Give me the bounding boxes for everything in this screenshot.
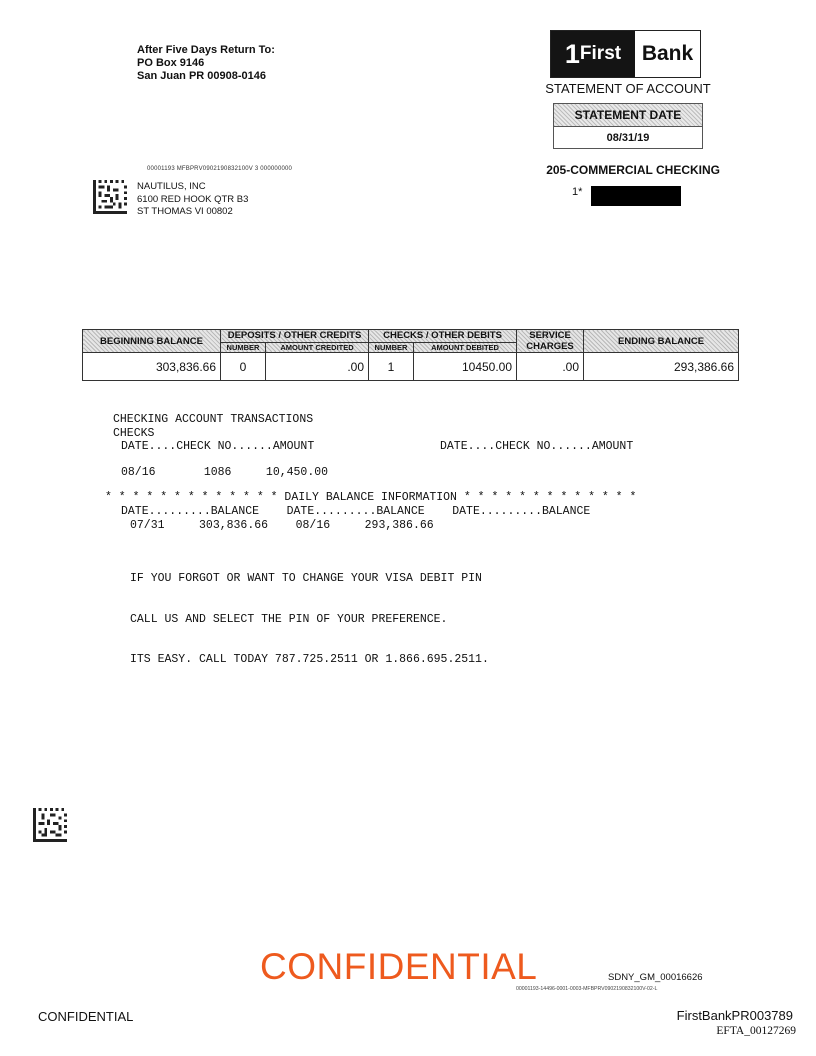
check-row: 08/16 1086 10,450.00 [121, 466, 329, 479]
customer-address-line2: ST THOMAS VI 00802 [137, 206, 233, 217]
header-deposits: DEPOSITS / OTHER CREDITS [221, 330, 369, 343]
header-amount-credited: AMOUNT CREDITED [266, 342, 369, 352]
return-address [137, 44, 275, 83]
logo-one: 1 [564, 38, 579, 69]
confidential-stamp: CONFIDENTIAL [260, 946, 538, 987]
table-row [83, 353, 739, 381]
checks-column-header-right: DATE....CHECK NO......AMOUNT [440, 440, 634, 453]
pin-message-line3: ITS EASY. CALL TODAY 787.725.2511 OR 1.866.695.2511. [130, 653, 489, 666]
bates-number: FirstBankPR003789 [676, 1008, 793, 1023]
efta-number: EFTA_00127269 [716, 1025, 796, 1037]
daily-balance-header: * * * * * * * * * * * * * DAILY BALANCE INFORMATION * * * * * * * * * * * * * [105, 491, 637, 504]
logo-first: First [579, 43, 622, 64]
header-ending-balance: ENDING BALANCE [584, 330, 739, 353]
pin-message [130, 545, 489, 680]
header-deposits-number: NUMBER [221, 342, 266, 352]
return-address-line1: After Five Days Return To: [137, 44, 275, 56]
logo-bank: Bank [641, 42, 694, 65]
customer-address-line1: 6100 RED HOOK QTR B3 [137, 193, 249, 205]
transactions-title: CHECKING ACCOUNT TRANSACTIONS [113, 413, 314, 426]
checks-number-value: 1 [369, 353, 414, 381]
sdny-bates: SDNY_GM_00016626 [608, 972, 703, 983]
micro-line: 00001193-14496-0001-0003-MFBPRV0902190832100V-02-L [516, 986, 658, 992]
beginning-balance-value: 303,836.66 [83, 353, 221, 381]
checks-column-header-left: DATE....CHECK NO......AMOUNT [121, 440, 315, 453]
header-amount-debited: AMOUNT DEBITED [414, 342, 517, 352]
account-number: 1* [572, 186, 583, 198]
deposits-number-value: 0 [221, 353, 266, 381]
daily-balance-columns: DATE.........BALANCE DATE.........BALANCE DATE.........BALANCE [121, 505, 591, 518]
pin-message-line2: CALL US AND SELECT THE PIN OF YOUR PREFERENCE. [130, 612, 448, 626]
pin-message-line1: IF YOU FORGOT OR WANT TO CHANGE YOUR VISA DEBIT PIN [130, 572, 482, 585]
statement-date-label: STATEMENT DATE [554, 104, 702, 127]
redaction-box [591, 186, 681, 206]
firstbank-logo [550, 30, 701, 78]
header-checks: CHECKS / OTHER DEBITS [369, 330, 517, 343]
statement-date-value: 08/31/19 [606, 132, 650, 144]
scan-code: 00001193 MFBPRV0902190832100V 3 000000000 [147, 166, 293, 172]
account-summary-table [82, 329, 739, 381]
account-type: 205-COMMERCIAL CHECKING [546, 163, 720, 177]
customer-address [137, 181, 248, 219]
amount-credited-value: .00 [266, 353, 369, 381]
statement-title: STATEMENT OF ACCOUNT [545, 81, 711, 96]
amount-debited-value: 10450.00 [414, 353, 517, 381]
header-beginning-balance: BEGINNING BALANCE [83, 330, 221, 353]
confidential-footer: CONFIDENTIAL [38, 1009, 134, 1024]
ending-balance-value: 293,386.66 [584, 353, 739, 381]
barcode-2d-icon [93, 180, 127, 214]
checks-label: CHECKS [113, 427, 155, 440]
statement-date-box [553, 103, 703, 149]
customer-name: NAUTILUS, INC [137, 181, 206, 192]
service-charges-value: .00 [517, 353, 584, 381]
header-service-charges: SERVICE CHARGES [517, 330, 584, 353]
header-checks-number: NUMBER [369, 342, 414, 352]
daily-balance-row: 07/31 303,836.66 08/16 293,386.66 [130, 519, 434, 532]
barcode-2d-icon [33, 808, 67, 842]
return-address-line3: San Juan PR 00908-0146 [137, 70, 267, 82]
return-address-line2: PO Box 9146 [137, 57, 205, 69]
